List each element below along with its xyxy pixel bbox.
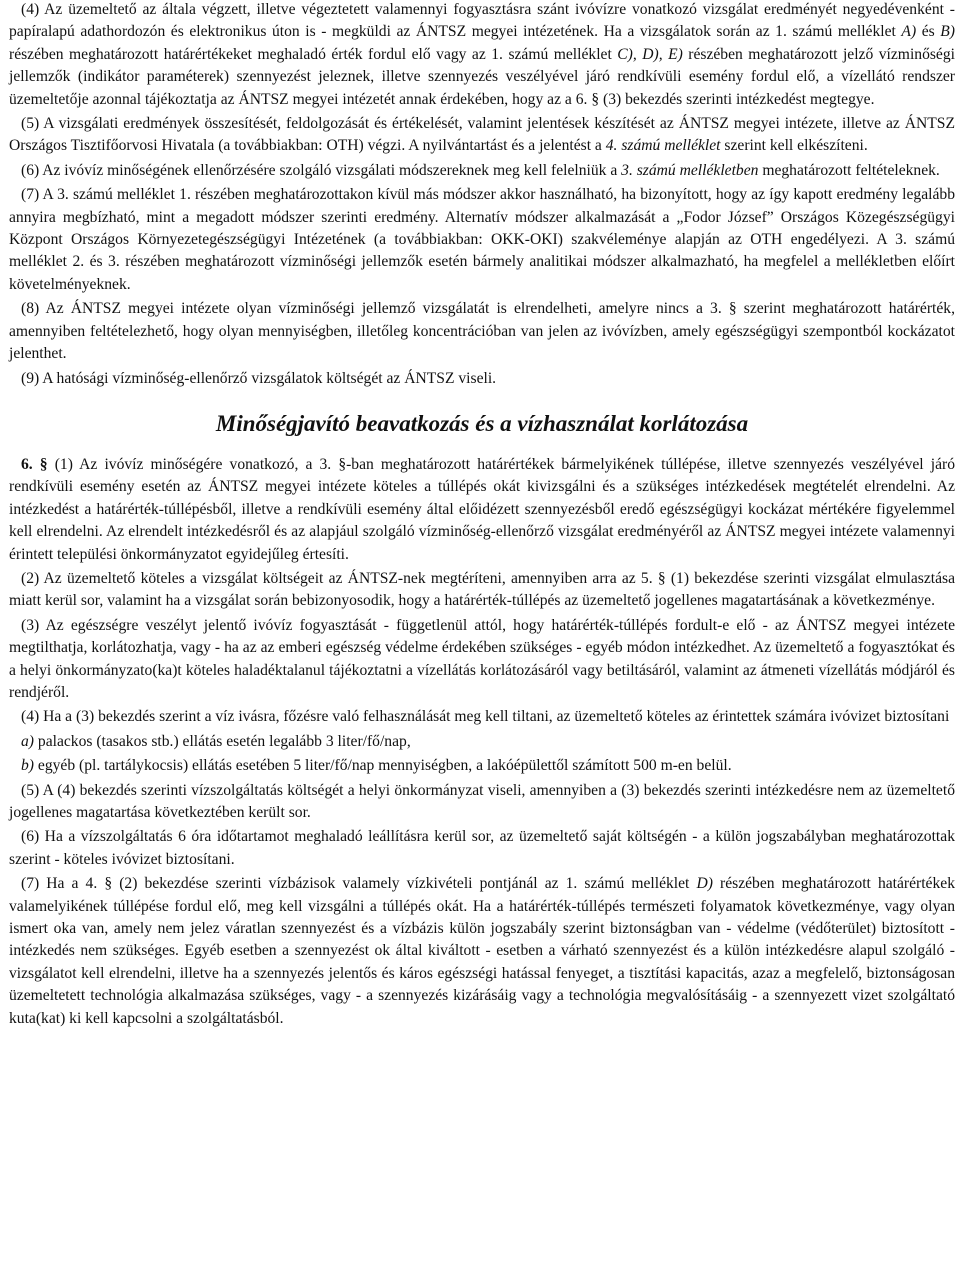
section-6-paragraph-6: (6) Ha a vízszolgáltatás 6 óra időtartamot meghaladó leállításra kerül sor, az üzemeltető saját költségén - a külön jogszabályban meghatározottak szerint - köteles ivóvizet biztosítani. bbox=[9, 828, 955, 868]
list-item-b: b) egyéb (pl. tartálykocsis) ellátás esetében 5 liter/fő/nap mennyiségben, a lakóépülettől számított 500 m-en belül. bbox=[21, 757, 732, 775]
annex-3-ref: 3. számú mellékletben bbox=[621, 161, 759, 179]
section-6-paragraph-5: (5) A (4) bekezdés szerinti vízszolgáltatás költségét a helyi önkormányzat viseli, amennyiben a (3) bekezdés szerinti intézkedésre nem az üzemeltető jogellenes magatartása következtében került sor. bbox=[9, 781, 955, 821]
list-item-a: a) palackos (tasakos stb.) ellátás esetén legalább 3 liter/fő/nap, bbox=[21, 732, 411, 750]
annex-d-ref: D) bbox=[696, 875, 713, 893]
document-page bbox=[9, 0, 955, 1032]
list-label-a: a) bbox=[21, 732, 34, 750]
list-label-b: b) bbox=[21, 757, 34, 775]
section-6-paragraph-2: (2) Az üzemeltető köteles a vizsgálat költségeit az ÁNTSZ-nek megtéríteni, amennyiben arra az 5. § (1) bekezdése szerinti vizsgálat elmulasztása miatt kerül sor, valamint ha a vizsgálat során bebizonyosodik, hogy a határérték-túllépés az üzemeltető jogellenes magatartásának a következménye. bbox=[9, 569, 955, 610]
section-6-paragraph-7: (7) Ha a 4. § (2) bekezdése szerinti vízbázisok valamely vízkivételi pontjánál az 1. számú melléklet D) részében meghatározott határértékek valamelyikének túllépése fordul elő, meg kell vizsgálni a túllépés okát. Ha a határérték-túllépés természeti folyamatok következménye, vagy olyan ismert oka van, amely nem jelez váratlan szennyezést és a vízbázis külön jogszabály szerint biztonságban van - védelme (védőterület) biztosított - intézkedés nem szükséges. Egyéb esetben a szennyezést ok által kiváltott - esetben a várható szennyezést és a külön intézkedésre alapul szolgáló - vizsgálatot kell elrendelni, illetve ha a szennyezés jelentős és káros egészségi hatással fenyeget, a tisztítási kapacitás, azaz a megfelelő, biztonságosan üzemeltetett technológia alkalmazása szükséges, vagy - a szennyezés kizárásáig vagy a technológia megvalósításáig - a szennyezett vizet szolgáltató kuta(kat) ki kell kapcsolni a szolgáltatásból. bbox=[9, 875, 955, 1027]
section-6-paragraph-4: (4) Ha a (3) bekezdés szerint a víz ivásra, főzésre való felhasználását meg kell tiltani, az üzemeltető köteles az érintettek számára ivóvizet biztosítani bbox=[21, 708, 950, 726]
paragraph-4: (4) Az üzemeltető az általa végzett, illetve végeztetett valamennyi fogyasztásra szánt ivóvízre vonatkozó vizsgálat eredményét negyedévenként - papíralapú adathordozón és elektronikus úton is - megküldi az ÁNTSZ megyei intézetének. Ha a vizsgálatok során az 1. számú melléklet A) és B) részében meghatározott határértékeket meghaladó érték fordul elő vagy az 1. számú melléklet C), D), E) részében meghatározott jelző vízminőségi jellemzők (indikátor paraméterek) szennyezést jeleznek, illetve szennyezés veszélyével járó rendkívüli esemény fordul elő, a vízellátó rendszer üzemeltetője azonnal tájékoztatja az ÁNTSZ megyei intézetét annak érdekében, hogy az a 6. § (3) bekezdés szerinti intézkedést megtegye. bbox=[9, 1, 955, 108]
annex-ref-cde: C), D), E) bbox=[617, 45, 683, 63]
paragraph-5: (5) A vizsgálati eredmények összesítését, feldolgozását és értékelését, valamint jelentések készítését az ÁNTSZ megyei intézete, illetve az ÁNTSZ Országos Tisztifőorvosi Hivatala (a továbbiakban: OTH) végzi. A nyilvántartást és a jelentést a 4. számú melléklet szerint kell elkészíteni. bbox=[9, 115, 955, 155]
annex-4-ref: 4. számú melléklet bbox=[605, 137, 721, 155]
paragraph-8: (8) Az ÁNTSZ megyei intézete olyan vízminőségi jellemző vizsgálatát is elrendelheti, amelyre nincs a 3. § szerint meghatározott határérték, amennyiben feltételezhető, hogy olyan mennyiségben, illetőleg koncentrációban van jelen az ivóvízben, amely egészségügyi szempontból kockázatot jelenthet. bbox=[9, 300, 955, 363]
section-6-paragraph-1: 6. § (1) Az ivóvíz minőségére vonatkozó, a 3. §-ban meghatározott határértékek bármelyikének túllépése, illetve szennyezés veszélyével járó rendkívüli esemény esetén az ÁNTSZ megyei intézete köteles a túllépés okát kivizsgálni és a szükséges intézkedések megtételét elrendelni. Az intézkedést a határérték-túllépésből, illetve a rendkívüli esemény által előidézett szennyezésből eredő egészségügyi kockázat mértékére figyelemmel kell elrendelni. Az elrendelt intézkedésről és az alapjául szolgáló vízminőség-ellenőrző vizsgálat eredményéről az ÁNTSZ megyei intézete valamennyi érintett települési önkormányzatot egyidejűleg értesíti. bbox=[9, 455, 955, 563]
section-6-paragraph-3: (3) Az egészségre veszélyt jelentő ivóvíz fogyasztását - függetlenül attól, hogy határérték-túllépés fordult-e elő - az ÁNTSZ megyei intézete megtilthatja, korlátozhatja, vagy - ha az az emberi egészség védelme érdekében szükséges - egyéb módon intézkedhet. Az üzemeltető a fogyasztókat és a helyi önkormányzato(ka)t köteles haladéktalanul tájékoztatni a vízellátás korlátozásáról vagy betiltásáról, valamint az átmeneti vízellátás módjáról és rendjéről. bbox=[9, 616, 955, 701]
section-number: 6. § bbox=[21, 455, 48, 473]
section-title: Minőségjavító beavatkozás és a vízhasználat korlátozása bbox=[215, 410, 749, 436]
annex-ref-b: B) bbox=[940, 23, 955, 41]
paragraph-7: (7) A 3. számú melléklet 1. részében meghatározottakon kívül más módszer akkor használható, ha bizonyított, hogy az így kapott eredmény legalább annyira megbízható, mint a megadott módszer szerinti eredmény. Alternatív módszer alkalmazását a „Fodor József” Országos Közegészségügyi Központ Országos Környezetegészségügyi Intézetének (a továbbiakban: OKK-OKI) szakvéleménye alapján az OTH engedélyezi. A 3. számú melléklet 2. és 3. részében meghatározott vízminőségi jellemzők esetén bármely analitikai módszer alkalmazható, ha megfelel a mellékletben előírt követelményeknek. bbox=[9, 186, 955, 293]
paragraph-9: (9) A hatósági vízminőség-ellenőrző vizsgálatok költségét az ÁNTSZ viseli. bbox=[21, 369, 497, 387]
annex-ref-a: A) bbox=[901, 23, 917, 41]
paragraph-6: (6) Az ivóvíz minőségének ellenőrzésére szolgáló vizsgálati módszereknek meg kell felelniük a 3. számú mellékletben meghatározott feltételeknek. bbox=[21, 161, 940, 179]
